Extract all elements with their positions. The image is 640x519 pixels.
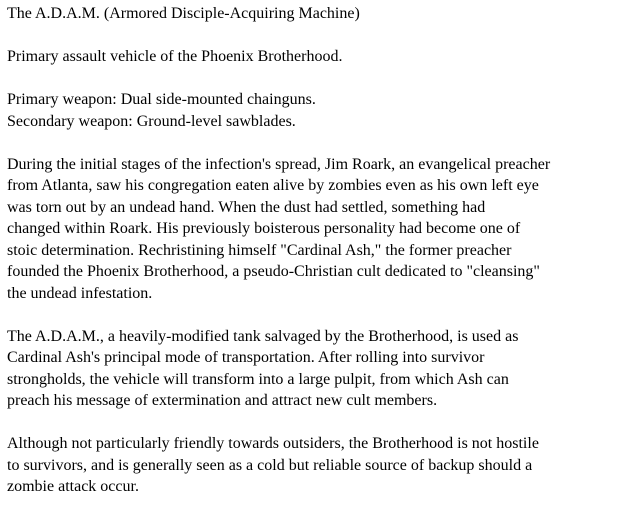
paragraph-line: Cardinal Ash's principal mode of transportation. After rolling into survivor — [7, 349, 485, 366]
paragraph-line: changed within Roark. His previously boisterous personality had become one of — [7, 220, 521, 237]
backstory-paragraph — [7, 154, 635, 305]
paragraph-line: The A.D.A.M., a heavily-modified tank salvaged by the Brotherhood, is used as — [7, 327, 519, 345]
paragraph-line: the undead infestation. — [7, 284, 153, 302]
primary-weapon-line: Primary weapon: Dual side-mounted chainguns. — [7, 91, 316, 108]
document-subtitle — [7, 46, 635, 68]
paragraph-line: to survivors, and is generally seen as a cold but reliable source of backup should a — [7, 456, 533, 474]
paragraph-line: strongholds, the vehicle will transform into a large pulpit, from which Ash can — [7, 370, 509, 388]
paragraph-line: founded the Phoenix Brotherhood, a pseudo-Christian cult dedicated to "cleansing" — [7, 263, 540, 280]
secondary-weapon-line: Secondary weapon: Ground-level sawblades. — [7, 112, 296, 130]
relations-paragraph — [7, 433, 635, 498]
paragraph-line: During the initial stages of the infection's spread, Jim Roark, an evangelical preacher — [7, 155, 551, 173]
weapons-block — [7, 89, 635, 132]
paragraph-line: stoic determination. Rechristining himself "Cardinal Ash," the former preacher — [7, 241, 512, 259]
paragraph-line: preach his message of extermination and attract new cult members. — [7, 392, 438, 409]
paragraph-line: Although not particularly friendly towards outsiders, the Brotherhood is not hostile — [7, 435, 539, 452]
vehicle-paragraph — [7, 326, 635, 412]
subtitle-line: Primary assault vehicle of the Phoenix Brotherhood. — [7, 48, 343, 65]
document-title — [7, 3, 635, 25]
paragraph-line: zombie attack occur. — [7, 478, 139, 495]
document-body — [7, 3, 635, 519]
paragraph-line: was torn out by an undead hand. When the dust had settled, something had — [7, 198, 486, 216]
title-line: The A.D.A.M. (Armored Disciple-Acquiring Machine) — [7, 5, 360, 22]
paragraph-line: from Atlanta, saw his congregation eaten alive by zombies even as his own left eye — [7, 177, 539, 194]
